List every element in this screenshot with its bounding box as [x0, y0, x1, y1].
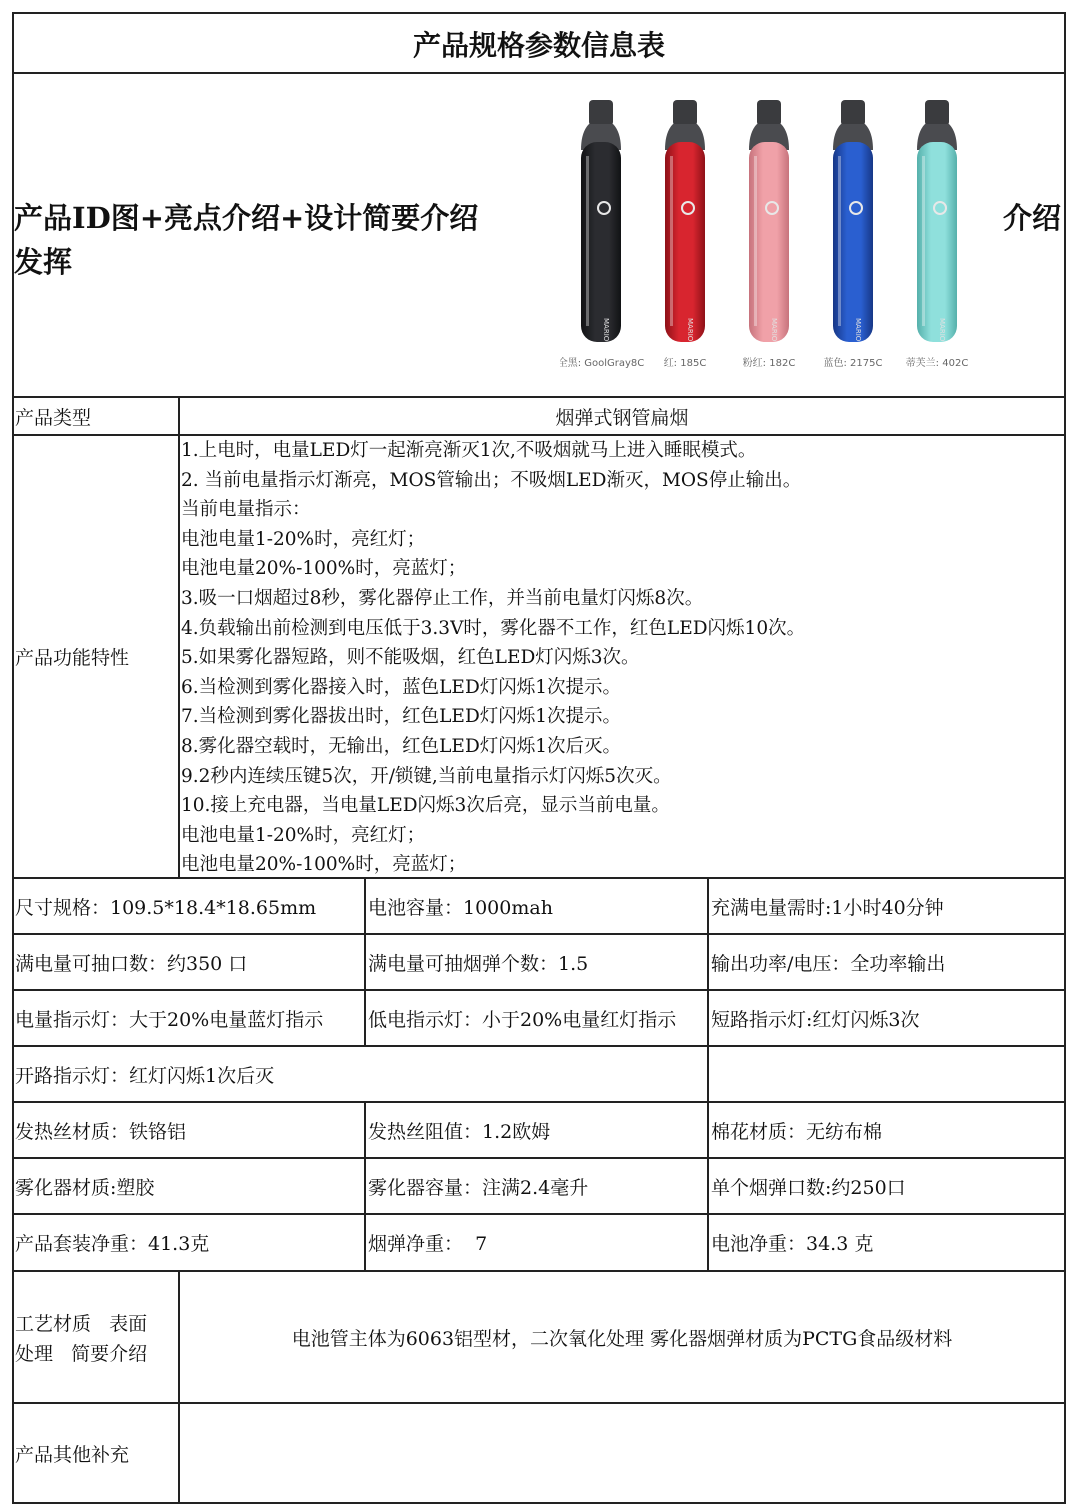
feature-line: 9.2秒内连续压键5次，开/锁键,当前电量指示灯闪烁5次灭。 — [181, 765, 672, 787]
feature-line: 7.当检测到雾化器拔出时，红色LED灯闪烁1次提示。 — [181, 706, 622, 728]
device-mouthpiece — [589, 100, 613, 126]
device-mouthpiece — [757, 100, 781, 126]
intro-left-line1: 产品ID图+亮点介绍+设计简要介绍 — [14, 201, 479, 235]
device-logo: MARIO — [602, 318, 610, 342]
feature-line: 电池电量1-20%时，亮红灯； — [181, 824, 426, 846]
spec-cell: 充满电量需时:1小时40分钟 — [711, 897, 944, 919]
features-label: 产品功能特性 — [15, 647, 130, 669]
device-3 — [824, 100, 883, 369]
craft-label-line2: 处理 简要介绍 — [15, 1343, 148, 1365]
device-colors-svg — [560, 90, 1000, 380]
product-type-label: 产品类型 — [15, 407, 92, 429]
intro-right-label: 介绍 — [1003, 201, 1062, 235]
color-caption: 粉红: 182C — [742, 358, 796, 369]
device-logo: MARIO — [854, 318, 862, 342]
device-logo: MARIO — [770, 318, 778, 342]
device-4 — [906, 100, 969, 369]
device-logo: MARIO — [686, 318, 694, 342]
device-mouthpiece — [925, 100, 949, 126]
spec-cell: 发热丝阻值：1.2欧姆 — [368, 1121, 551, 1143]
device-0 — [560, 100, 644, 369]
feature-line: 5.如果雾化器短路，则不能吸烟，红色LED灯闪烁3次。 — [181, 647, 640, 669]
spec-cell: 发热丝材质：铁铬铝 — [15, 1121, 187, 1143]
feature-line: 当前电量指示： — [181, 499, 311, 521]
spec-cell: 烟弹净重： 7 — [368, 1233, 488, 1255]
device-highlight — [838, 156, 841, 326]
feature-line: 3.吸一口烟超过8秒，雾化器停止工作，并当前电量灯闪烁8次。 — [181, 587, 704, 609]
spec-cell: 满电量可抽烟弹个数：1.5 — [368, 953, 589, 975]
feature-line: 电池电量20%-100%时，亮蓝灯； — [181, 558, 467, 580]
feature-line: 4.负载输出前检测到电压低于3.3V时，雾化器不工作，红色LED闪烁10次。 — [181, 617, 806, 639]
feature-line: 1.上电时，电量LED灯一起渐亮渐灭1次,不吸烟就马上进入睡眠模式。 — [181, 440, 757, 461]
feature-line: 电池电量1-20%时，亮红灯； — [181, 528, 426, 550]
spec-cell: 电池净重：34.3 克 — [711, 1233, 874, 1255]
feature-line: 10.接上充电器，当电量LED闪烁3次后亮，显示当前电量。 — [181, 795, 670, 817]
spec-cell: 棉花材质：无纺布棉 — [711, 1121, 883, 1143]
other-label: 产品其他补充 — [15, 1444, 130, 1466]
spec-cell: 满电量可抽口数：约350 口 — [15, 953, 248, 975]
spec-cell: 电量指示灯：大于20%电量蓝灯指示 — [15, 1009, 324, 1031]
feature-line: 6.当检测到雾化器接入时，蓝色LED灯闪烁1次提示。 — [181, 676, 622, 698]
device-highlight — [586, 156, 589, 326]
spec-cell: 产品套装净重：41.3克 — [15, 1233, 210, 1255]
device-2 — [743, 100, 796, 369]
craft-label-line1: 工艺材质 表面 — [15, 1313, 148, 1335]
spec-cell: 输出功率/电压：全功率输出 — [711, 953, 946, 975]
spec-cell: 短路指示灯:红灯闪烁3次 — [711, 1009, 920, 1031]
device-mouthpiece — [841, 100, 865, 126]
device-highlight — [754, 156, 757, 326]
spec-cell: 电池容量：1000mah — [368, 897, 553, 919]
product-image — [560, 90, 1000, 380]
feature-line: 电池电量20%-100%时，亮蓝灯； — [181, 854, 467, 876]
device-logo: MARIO — [938, 318, 946, 342]
feature-line: 2. 当前电量指示灯渐亮，MOS管输出；不吸烟LED渐灭，MOS停止输出。 — [181, 469, 802, 491]
color-caption: 蓝色: 2175C — [823, 358, 883, 369]
spec-cell: 尺寸规格：109.5*18.4*18.65mm — [15, 897, 317, 919]
features-list — [181, 436, 1061, 880]
device-highlight — [670, 156, 673, 326]
color-caption: 蒂芙兰: 402C — [905, 358, 969, 369]
spec-cell: 雾化器材质:塑胶 — [15, 1177, 155, 1199]
device-1 — [664, 100, 707, 369]
product-type-value: 烟弹式钢管扁烟 — [555, 407, 689, 429]
spec-cell: 开路指示灯：红灯闪烁1次后灭 — [15, 1065, 275, 1087]
color-caption: 全黑: GoolGray8C — [560, 358, 645, 369]
spec-cell: 低电指示灯：小于20%电量红灯指示 — [368, 1009, 677, 1031]
color-caption: 红: 185C — [663, 358, 707, 369]
device-highlight — [922, 156, 925, 326]
craft-value: 电池管主体为6063铝型材，二次氧化处理 雾化器烟弹材质为PCTG食品级材料 — [291, 1328, 953, 1350]
feature-line: 8.雾化器空载时，无输出，红色LED灯闪烁1次后灭。 — [181, 735, 622, 757]
intro-left-line2: 发挥 — [14, 245, 73, 279]
spec-cell: 单个烟弹口数:约250口 — [711, 1177, 906, 1199]
spec-cell: 雾化器容量：注满2.4毫升 — [368, 1177, 589, 1199]
page-title: 产品规格参数信息表 — [412, 29, 665, 62]
device-mouthpiece — [673, 100, 697, 126]
